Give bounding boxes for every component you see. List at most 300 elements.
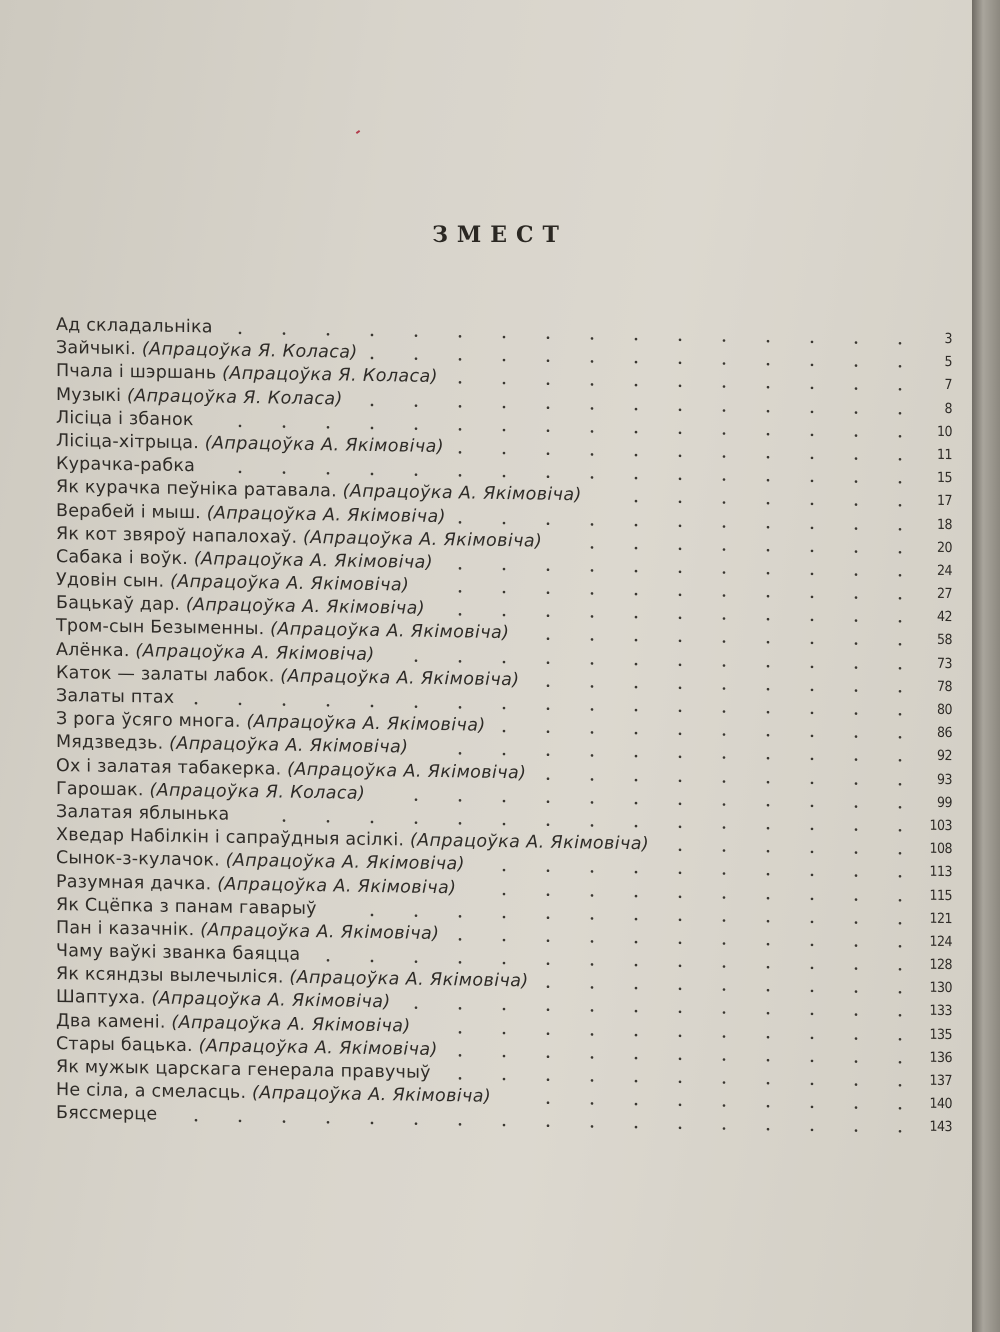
leader-dot	[811, 874, 814, 877]
leader-dot	[459, 1123, 462, 1126]
leader-dot	[811, 712, 814, 715]
leader-dot	[767, 1082, 770, 1085]
toc-entry-credit: (Апрацоўка А. Якімовіча)	[198, 1036, 438, 1060]
leader-dot	[855, 388, 858, 391]
leader-dot	[811, 967, 814, 970]
leader-dot	[547, 638, 550, 641]
leader-dot	[899, 435, 902, 438]
leader-dot	[855, 364, 858, 367]
leader-dot	[723, 617, 726, 620]
leader-dot	[855, 782, 858, 785]
toc-entry-text	[56, 801, 229, 826]
leader-dot	[767, 920, 770, 923]
leader-dot	[503, 591, 506, 594]
leader-dot	[811, 897, 814, 900]
leader-dot	[635, 825, 638, 828]
leader-dot	[327, 1121, 330, 1124]
leader-dot	[591, 662, 594, 665]
leader-dot	[679, 1034, 682, 1037]
leader-dot	[547, 1055, 550, 1058]
leader-dot	[855, 944, 858, 947]
toc-entry-credit: (Апрацоўка А. Якімовіча)	[193, 549, 433, 573]
leader-dot	[415, 358, 418, 361]
leader-dot	[855, 990, 858, 993]
leader-dot	[723, 757, 726, 760]
leader-dot	[239, 471, 242, 474]
leader-dot	[635, 941, 638, 944]
leader-dot	[899, 1061, 902, 1064]
leader-dot	[899, 922, 902, 925]
leader-dot	[811, 619, 814, 622]
leader-dot	[679, 338, 682, 341]
leader-dot	[415, 404, 418, 407]
leader-dot	[459, 451, 462, 454]
leader-dot	[591, 1102, 594, 1105]
leader-dot	[767, 433, 770, 436]
leader-dot	[635, 686, 638, 689]
leader-dot	[767, 1105, 770, 1108]
leader-dot	[635, 570, 638, 573]
leader-dot	[415, 798, 418, 801]
toc-entry-page-number: 10	[936, 423, 952, 440]
page-edge-shadow	[972, 0, 1000, 1332]
leader-dot	[811, 1013, 814, 1016]
leader-dot	[503, 382, 506, 385]
toc-entry-page-number: 8	[944, 400, 952, 417]
leader-dot	[723, 362, 726, 365]
leader-dot	[591, 430, 594, 433]
leader-dot	[767, 572, 770, 575]
leader-dot	[547, 800, 550, 803]
leader-dot	[679, 524, 682, 527]
leader-dot	[459, 1054, 462, 1057]
leader-dot	[899, 991, 902, 994]
leader-dot	[855, 573, 858, 576]
toc-entry-text	[56, 314, 213, 338]
leader-dot	[459, 405, 462, 408]
leader-dot	[679, 849, 682, 852]
leader-dot	[503, 1124, 506, 1127]
leader-dot	[591, 476, 594, 479]
leader-dot	[723, 1081, 726, 1084]
leader-dot	[591, 1079, 594, 1082]
leader-dot	[679, 733, 682, 736]
leader-dot	[811, 943, 814, 946]
leader-dot	[767, 873, 770, 876]
leader-dot	[503, 614, 506, 617]
leader-dot	[591, 546, 594, 549]
leader-dot	[767, 1059, 770, 1062]
leader-dot	[855, 1037, 858, 1040]
leader-dot	[371, 473, 374, 476]
leader-dot	[767, 502, 770, 505]
toc-entry-page-number: 135	[929, 1026, 952, 1043]
leader-dot	[503, 452, 506, 455]
leader-dot	[811, 781, 814, 784]
leader-dot	[679, 988, 682, 991]
red-ink-mark	[356, 130, 360, 134]
leader-dot	[811, 572, 814, 575]
toc-entry-title: Тром-сын Безыменны.	[56, 616, 271, 640]
leader-dot	[547, 939, 550, 942]
leader-dot	[723, 641, 726, 644]
toc-entry-credit: (Апрацоўка А. Якімовіча)	[246, 712, 486, 736]
leader-dot	[459, 567, 462, 570]
leader-dot	[503, 730, 506, 733]
leader-dot	[679, 478, 682, 481]
leader-dot	[899, 759, 902, 762]
leader-dot	[415, 334, 418, 337]
leader-dot	[371, 403, 374, 406]
leader-dot	[899, 852, 902, 855]
leader-dot	[855, 550, 858, 553]
leader-dot	[635, 964, 638, 967]
leader-dot	[547, 522, 550, 525]
leader-dot	[679, 501, 682, 504]
leader-dot	[503, 939, 506, 942]
leader-dot	[503, 707, 506, 710]
leader-dot	[591, 337, 594, 340]
toc-entry-page-number: 15	[936, 469, 952, 487]
leader-dot	[547, 406, 550, 409]
leader-dot	[635, 662, 638, 665]
toc-entry-page-number: 121	[929, 910, 952, 927]
toc-entry-credit: (Апрацоўка А. Якімовіча)	[171, 1012, 411, 1037]
toc-entry-title: Як курачка пеўніка ратавала.	[56, 477, 343, 502]
leader-dot	[855, 619, 858, 622]
leader-dot	[855, 875, 858, 878]
leader-dot	[899, 968, 902, 971]
leader-dot	[811, 990, 814, 993]
leader-dot	[723, 733, 726, 736]
toc-entry-title: Хведар Набілкін і сапраўдныя асілкі.	[56, 825, 410, 851]
toc-entry-credit: (Апрацоўка А. Якімовіча)	[185, 595, 425, 620]
toc-entry-credit: (Апрацоўка А. Якімовіча)	[206, 502, 446, 527]
leader-dot	[635, 384, 638, 387]
leader-dot	[503, 753, 506, 756]
leader-dot	[635, 523, 638, 526]
leader-dot	[767, 850, 770, 853]
leader-dot	[415, 659, 418, 662]
leader-dot	[327, 333, 330, 336]
leader-dot	[855, 898, 858, 901]
toc-entry-title: Стары бацька.	[56, 1033, 199, 1057]
leader-dot	[547, 336, 550, 339]
leader-dot	[899, 527, 902, 530]
toc-entry-title: Як мужык царскага генерала правучыў	[56, 1057, 431, 1083]
toc-entry-page-number: 20	[936, 539, 952, 556]
leader-dot	[635, 987, 638, 990]
leader-dot	[811, 410, 814, 413]
leader-dot	[547, 777, 550, 780]
leader-dot	[591, 801, 594, 804]
leader-dot	[899, 1107, 902, 1110]
leader-dot	[767, 409, 770, 412]
leader-dot	[767, 827, 770, 830]
leader-dot	[371, 357, 374, 360]
leader-dot	[591, 824, 594, 827]
leader-dot	[547, 383, 550, 386]
toc-entry-credit: (Апрацоўка А. Якімовіча)	[270, 619, 510, 644]
leader-dot	[503, 336, 506, 339]
leader-dot	[591, 615, 594, 618]
table-of-contents	[56, 314, 968, 1140]
leader-dot	[723, 872, 726, 875]
toc-entry-page-number: 17	[936, 493, 952, 510]
toc-entry-page-number: 136	[929, 1049, 952, 1066]
leader-dot	[899, 620, 902, 623]
leader-dot	[811, 1129, 814, 1132]
leader-dot	[899, 667, 902, 670]
toc-entry-credit: (Апрацоўка А. Якімовіча)	[135, 640, 375, 665]
leader-dot	[855, 527, 858, 530]
toc-entry-title: Залатая яблынька	[56, 801, 230, 825]
leader-dot	[855, 1106, 858, 1109]
leader-dot	[899, 1014, 902, 1017]
toc-entry-credit: (Апрацоўка А. Якімовіча)	[151, 988, 391, 1013]
toc-entry-page-number: 73	[936, 655, 952, 672]
leader-dot	[899, 458, 902, 461]
toc-entry-page-number: 128	[929, 956, 952, 974]
leader-dot	[767, 386, 770, 389]
leader-dot	[679, 709, 682, 712]
leader-dot	[723, 687, 726, 690]
leader-dot	[899, 898, 902, 901]
toc-entry-title: Гарошак.	[56, 778, 150, 801]
leader-dot	[679, 1104, 682, 1107]
leader-dot	[503, 892, 506, 895]
leader-dot	[723, 339, 726, 342]
leader-dot	[503, 869, 506, 872]
leader-dot	[415, 705, 418, 708]
leader-dot	[415, 821, 418, 824]
leader-dot	[899, 412, 902, 415]
leader-dot	[327, 472, 330, 475]
toc-entry-page-number: 103	[929, 817, 952, 835]
leader-dot	[855, 504, 858, 507]
leader-dot	[767, 966, 770, 969]
leader-dot	[635, 431, 638, 434]
leader-dot	[371, 913, 374, 916]
toc-entry-title: Лісіца і збанок	[56, 407, 194, 430]
leader-dot	[679, 756, 682, 759]
leader-dot	[899, 736, 902, 739]
leader-dot	[635, 894, 638, 897]
leader-dot	[547, 1032, 550, 1035]
leader-dot	[723, 710, 726, 713]
leader-dot	[283, 703, 286, 706]
toc-entry-title: Як ксяндзы вылечыліся.	[56, 964, 290, 988]
leader-dot	[547, 661, 550, 664]
leader-dot	[679, 385, 682, 388]
leader-dot	[723, 826, 726, 829]
leader-dot	[811, 456, 814, 459]
leader-dot	[811, 1083, 814, 1086]
leader-dot	[855, 805, 858, 808]
leader-dot	[591, 870, 594, 873]
leader-dot	[679, 408, 682, 411]
toc-entry-credit: (Апрацоўка А. Якімовіча)	[217, 874, 457, 898]
leader-dot	[679, 594, 682, 597]
leader-dot	[679, 1127, 682, 1130]
leader-dot	[767, 780, 770, 783]
toc-entry-page-number: 7	[944, 377, 952, 394]
leader-dot	[459, 822, 462, 825]
leader-dot	[591, 383, 594, 386]
leader-dot	[899, 481, 902, 484]
toc-entry-credit: (Апрацоўка Я. Коласа)	[149, 780, 366, 804]
leader-dot	[635, 477, 638, 480]
leader-dot	[723, 896, 726, 899]
leader-dot	[371, 960, 374, 963]
toc-entry-text	[56, 940, 300, 966]
leader-dot	[723, 988, 726, 991]
leader-dot	[767, 479, 770, 482]
leader-dot	[855, 411, 858, 414]
leader-dot	[503, 823, 506, 826]
leader-dot	[635, 593, 638, 596]
leader-dot	[679, 779, 682, 782]
leader-dot	[591, 731, 594, 734]
leader-dot	[547, 916, 550, 919]
toc-entry-title: Музыкі	[56, 384, 127, 406]
leader-dot	[767, 641, 770, 644]
leader-dot	[679, 872, 682, 875]
leader-dot	[459, 358, 462, 361]
leader-dot	[855, 689, 858, 692]
toc-entry-credit: (Апрацоўка А. Якімовіча)	[280, 666, 520, 691]
leader-dot	[723, 548, 726, 551]
toc-entry-page-number: 11	[936, 446, 952, 464]
leader-dot	[503, 915, 506, 918]
leader-dot	[767, 896, 770, 899]
leader-dot	[591, 963, 594, 966]
leader-dot	[899, 388, 902, 391]
leader-dot	[415, 473, 418, 476]
toc-entry-title: Шаптуха.	[56, 987, 152, 1009]
leader-dot	[503, 1055, 506, 1058]
leader-dot	[723, 455, 726, 458]
leader-dot	[811, 526, 814, 529]
toc-entry-title: Чаму ваўкі званка баяцца	[56, 941, 301, 965]
leader-dot	[899, 574, 902, 577]
leader-dot	[811, 341, 814, 344]
toc-entry-title: Як Сцёпка з панам гаварыў	[56, 894, 317, 919]
toc-entry-title: Каток — залаты лабок.	[56, 662, 281, 687]
leader-dot	[811, 827, 814, 830]
leader-dot	[371, 705, 374, 708]
toc-entry-title: Залаты птах	[56, 686, 175, 708]
leader-dot	[679, 640, 682, 643]
leader-dot	[327, 426, 330, 429]
leader-dot	[635, 546, 638, 549]
leader-dot	[855, 1014, 858, 1017]
leader-dot	[767, 757, 770, 760]
toc-entry-title: Разумная дачка.	[56, 871, 218, 895]
leader-dot	[547, 476, 550, 479]
leader-dot	[855, 666, 858, 669]
toc-entry-credit: (Апрацоўка А. Якімовіча)	[170, 571, 410, 596]
leader-dot	[635, 338, 638, 341]
leader-dot	[855, 967, 858, 970]
leader-dot	[635, 1103, 638, 1106]
toc-entry-title: Ох і залатая табакерка.	[56, 755, 288, 780]
leader-dot	[547, 591, 550, 594]
leader-dot	[503, 428, 506, 431]
leader-dot	[679, 454, 682, 457]
leader-dot	[899, 597, 902, 600]
leader-dot	[415, 1123, 418, 1126]
leader-dot	[899, 551, 902, 554]
toc-entry-credit: (Апрацоўка А. Якімовіча)	[287, 759, 527, 783]
toc-entry-text	[56, 453, 195, 477]
leader-dot	[591, 1125, 594, 1128]
leader-dot	[459, 381, 462, 384]
toc-entry-title: Ад складальніка	[56, 315, 213, 338]
toc-entry-credit: (Апрацоўка А. Якімовіча)	[251, 1083, 492, 1108]
toc-entry-page-number: 86	[936, 725, 952, 742]
leader-dot	[679, 918, 682, 921]
leader-dot	[503, 1008, 506, 1011]
toc-entry-title: Алёнка.	[56, 639, 136, 661]
toc-entry-title: Два камені.	[56, 1010, 172, 1033]
leader-dot	[635, 1033, 638, 1036]
leader-dot	[855, 921, 858, 924]
leader-dot	[855, 1130, 858, 1133]
leader-dot	[723, 501, 726, 504]
leader-dot	[635, 361, 638, 364]
leader-dot	[767, 456, 770, 459]
leader-dot	[679, 663, 682, 666]
leader-dot	[723, 594, 726, 597]
leader-dot	[459, 706, 462, 709]
leader-dot	[547, 893, 550, 896]
leader-dot	[547, 1125, 550, 1128]
leader-dot	[547, 870, 550, 873]
toc-entry-page-number: 99	[936, 794, 952, 811]
leader-dot	[591, 894, 594, 897]
toc-entry-page-number: 78	[936, 678, 952, 695]
leader-dot	[679, 941, 682, 944]
leader-dot	[547, 429, 550, 432]
leader-dot	[899, 945, 902, 948]
leader-dot	[723, 1104, 726, 1107]
leader-dot	[459, 590, 462, 593]
leader-dot	[459, 1031, 462, 1034]
leader-dot	[635, 871, 638, 874]
leader-dot	[679, 570, 682, 573]
leader-dot	[855, 1083, 858, 1086]
leader-dot	[635, 917, 638, 920]
toc-entry-text	[56, 685, 174, 709]
leader-dot	[679, 686, 682, 689]
leader-dot	[547, 452, 550, 455]
leader-dot	[899, 1038, 902, 1041]
leader-dot	[811, 433, 814, 436]
leader-dot	[767, 688, 770, 691]
toc-entry-title: Сынок-з-кулачок.	[56, 848, 226, 871]
leader-dot	[459, 752, 462, 755]
leader-dot	[635, 1057, 638, 1060]
leader-dot	[503, 799, 506, 802]
leader-dot	[679, 802, 682, 805]
leader-dot	[723, 780, 726, 783]
leader-dot	[723, 803, 726, 806]
leader-dot	[723, 1035, 726, 1038]
toc-entry-title: Як кот звяроў напалохаў.	[56, 523, 303, 548]
leader-dot	[723, 942, 726, 945]
leader-dot	[459, 1077, 462, 1080]
